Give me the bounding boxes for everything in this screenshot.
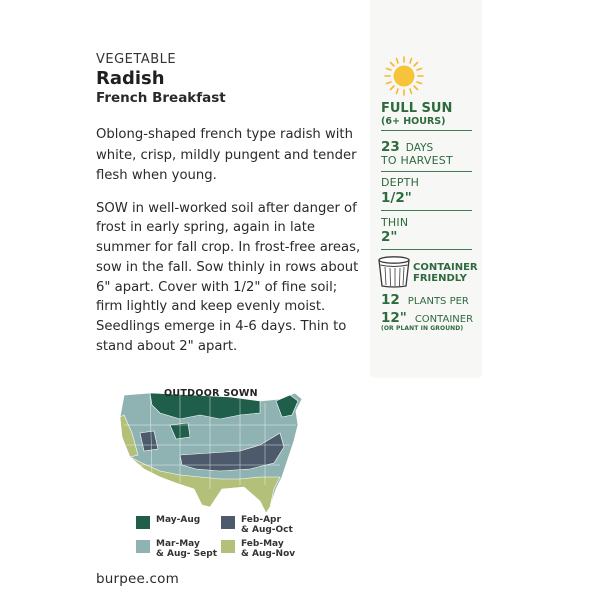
- category-label: VEGETABLE: [96, 52, 177, 67]
- sun-label: FULL SUN: [381, 101, 453, 116]
- legend-item: [136, 539, 217, 559]
- days-value: 23: [381, 139, 400, 155]
- legend-swatch: [221, 540, 235, 553]
- thin-value: 2": [381, 229, 398, 245]
- depth-label: DEPTH: [381, 176, 420, 189]
- container-friendly-label: CONTAINER FRIENDLY: [413, 262, 478, 284]
- legend-label: Feb-Apr & Aug-Oct: [241, 515, 293, 535]
- map-title: OUTDOOR SOWN: [164, 388, 258, 399]
- thin-label: THIN: [381, 216, 409, 229]
- sowing-instructions: SOW in well-worked soil after danger of frost in early spring, again in late summer for fall crop. In frost-free areas, sow in the fall. Sow thinly in rows about 6" apart. Cover with 1/2" of fine soil; firm lightly and keep evenly moist. Seedlings emerge in 4-6 days. Thin to stand about 2" apart.: [96, 200, 361, 355]
- legend-label: May-Aug: [156, 515, 201, 525]
- legend-swatch: [136, 540, 150, 553]
- days-to-harvest: [381, 136, 433, 155]
- plants-per-container: [381, 289, 469, 308]
- map-legend: [136, 515, 336, 560]
- sun-icon: [384, 56, 424, 100]
- text-column: [96, 52, 366, 357]
- plants-value: 12: [381, 292, 400, 308]
- legend-swatch: [136, 516, 150, 529]
- plants-unit: PLANTS PER: [407, 296, 469, 307]
- legend-item: [221, 539, 295, 559]
- us-map-image: [110, 385, 310, 525]
- product-name: Radish: [96, 68, 165, 89]
- divider: [381, 130, 472, 131]
- legend-item: [221, 515, 293, 535]
- description: Oblong-shaped french type radish with white, crisp, mildly pungent and tender flesh when young.: [96, 127, 357, 183]
- container-unit: CONTAINER: [414, 314, 474, 325]
- website-link[interactable]: burpee.com: [96, 571, 179, 587]
- legend-swatch: [221, 516, 235, 529]
- container-size: [381, 307, 473, 326]
- container-value: 12": [381, 310, 407, 326]
- sun-hours: (6+ HOURS): [381, 116, 446, 127]
- legend-label: Feb-May & Aug-Nov: [241, 539, 296, 559]
- sowing-map: [110, 385, 310, 525]
- legend-label: Mar-May & Aug- Sept: [156, 539, 217, 559]
- divider: [381, 171, 472, 172]
- legend-item: [136, 515, 200, 529]
- ground-note: (OR PLANT IN GROUND): [381, 325, 464, 332]
- variety-name: French Breakfast: [96, 90, 226, 106]
- pot-icon: [376, 254, 412, 292]
- days-unit: DAYS: [405, 142, 434, 154]
- divider: [381, 210, 472, 211]
- harvest-label: TO HARVEST: [381, 154, 453, 167]
- divider: [381, 249, 472, 250]
- depth-value: 1/2": [381, 190, 412, 206]
